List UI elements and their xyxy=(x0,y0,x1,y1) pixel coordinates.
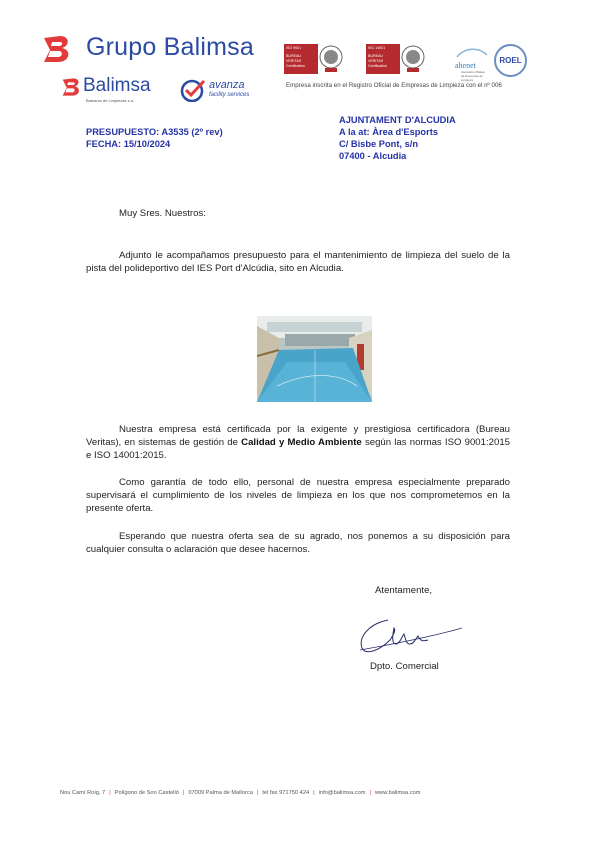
paragraph-intro: Adjunto le acompañamos presupuesto para el mantenimiento de limpieza del suelo de la pista del polideportivo del IES Port d'Alcúdia, sito en Alcudia. xyxy=(86,250,510,274)
ahenet-swoosh-icon xyxy=(455,47,489,59)
ahenet-logo xyxy=(455,44,491,82)
cert-label: Certification xyxy=(368,64,387,68)
recipient-block xyxy=(339,114,456,162)
paragraph-certification xyxy=(86,423,510,462)
cert-label: Certification xyxy=(286,64,305,68)
roel-logo xyxy=(494,44,527,77)
footer-address: Nou Camí Roig, 7 xyxy=(60,790,106,796)
registry-note: Empresa inscrita en el Registro Oficial de Empresas de Limpieza con el nº 006 xyxy=(286,82,502,89)
group-logo-text: Grupo Balimsa xyxy=(86,33,254,61)
recipient-line: 07400 - Alcudia xyxy=(339,151,407,161)
balimsa-small-b-icon xyxy=(60,76,84,98)
cert-text-2: según las normas ISO 9001:2015 e ISO 14001:2015. xyxy=(86,437,510,461)
footer-phone: tel fax 971750 424 xyxy=(262,790,310,796)
avanza-logo xyxy=(180,78,206,106)
sports-court-photo xyxy=(257,316,372,402)
bureau-veritas-seal-icon xyxy=(318,44,344,74)
budget-number: PRESUPUESTO: A3535 (2º rev) xyxy=(86,127,223,137)
cert-text-bold: Calidad y Medio Ambiente xyxy=(241,437,362,448)
iso9001-cert xyxy=(284,42,344,76)
paragraph-closing: Esperando que nuestra oferta sea de su agrado, nos ponemos a su disposición para cualquier consulta o aclaración que desee hacernos. xyxy=(86,531,510,555)
balimsa-logo-text: Balimsa xyxy=(83,75,151,96)
avanza-check-icon xyxy=(180,78,206,102)
footer: Nou Camí Roig, 7 | Polígono de Son Castelló | 07009 Palma de Mallorca | tel fax 971750 424 | info@balimsa.com | www.balimsa.com xyxy=(60,790,421,796)
recipient-line: A la at: Àrea d'Esports xyxy=(339,127,438,137)
cert-text-1: Nuestra empresa está certificada por la exigente y prestigiosa certificadora (Bureau Veritas), en sistemas de gestión de xyxy=(86,424,510,448)
balimsa-tagline: Baleares de Limpiezas s.a. xyxy=(86,98,135,103)
bureau-veritas-seal-icon xyxy=(400,44,426,74)
recipient-line: C/ Bisbe Pont, s/n xyxy=(339,139,419,149)
quote-date: FECHA: 15/10/2024 xyxy=(86,139,171,149)
salutation: Muy Sres. Nuestros: xyxy=(119,208,206,219)
ahenet-text: ahenet xyxy=(455,61,476,70)
cert-code: ISO 14001 xyxy=(368,46,386,50)
cert-issuer: BUREAU VERITAS xyxy=(286,54,302,63)
group-logo xyxy=(40,34,76,68)
footer-website[interactable]: www.balimsa.com xyxy=(375,790,421,796)
balimsa-b-icon xyxy=(40,34,76,64)
footer-email[interactable]: info@balimsa.com xyxy=(318,790,366,796)
footer-area: Polígono de Son Castelló xyxy=(114,790,179,796)
iso14001-cert xyxy=(366,42,426,76)
handwritten-signature xyxy=(354,610,464,662)
paragraph-guarantee: Como garantía de todo ello, personal de nuestra empresa especialmente preparado supervisará el cumplimiento de los niveles de limpieza en los que nos comprometemos en la presente oferta. xyxy=(86,477,510,514)
recipient-line: AJUNTAMENT D'ALCUDIA xyxy=(339,115,456,125)
footer-city: 07009 Palma de Mallorca xyxy=(188,790,253,796)
ahenet-sub: Asociación Balear de Empresas de Limpieza xyxy=(461,70,486,82)
cert-issuer: BUREAU VERITAS xyxy=(368,54,384,63)
roel-text: ROEL xyxy=(499,56,522,65)
closing-salutation: Atentamente, xyxy=(375,585,433,596)
department-label: Dpto. Comercial xyxy=(370,661,439,672)
avanza-tagline: facility services xyxy=(209,92,250,98)
balimsa-logo xyxy=(60,76,84,102)
avanza-logo-text: avanza xyxy=(209,79,245,91)
cert-code: ISO 9001 xyxy=(286,46,302,50)
